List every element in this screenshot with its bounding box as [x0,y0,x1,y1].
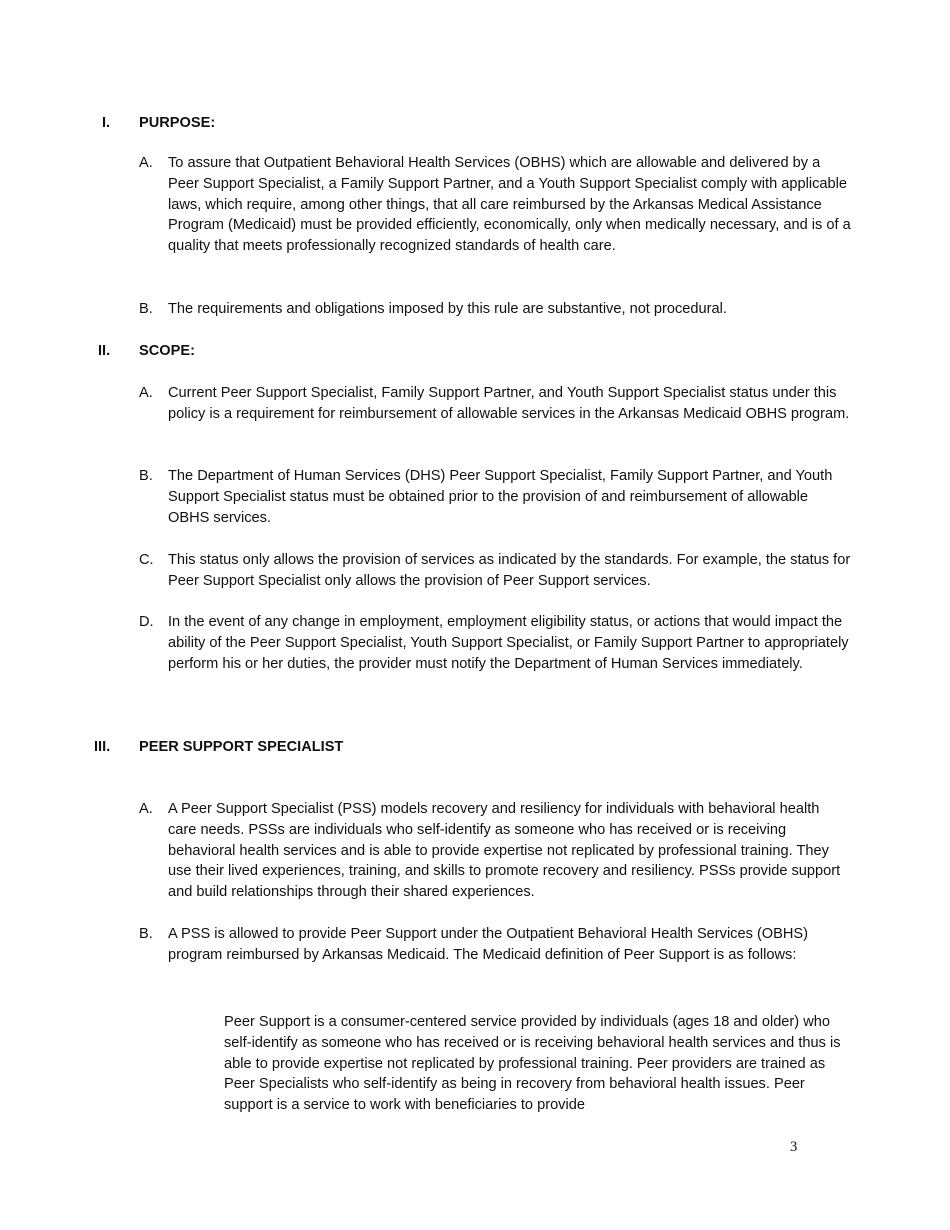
list-item [139,299,851,320]
item-letter: B. [139,301,153,317]
item-letter: A. [139,801,153,817]
section-title: SCOPE: [139,343,195,359]
section-numeral: II. [98,343,111,359]
item-text: This status only allows the provision of services as indicated by the standards. For example, the status for Peer Support Specialist only allows the provision of Peer Support services. [168,552,851,589]
list-item [139,550,851,592]
item-text: A PSS is allowed to provide Peer Support under the Outpatient Behavioral Health Services (OBHS) program reimbursed by Arkansas Medicaid. The Medicaid definition of Peer Support is as follows: [168,926,809,963]
item-letter: D. [139,614,154,630]
item-text: The Department of Human Services (DHS) Peer Support Specialist, Family Support Partner, and Youth Support Specialist status must be obtained prior to the provision of and reimbursement of allowable OBHS services. [168,468,833,526]
list-item [139,153,851,257]
list-item [139,924,851,966]
item-text: The requirements and obligations imposed by this rule are substantive, not procedural. [168,301,727,317]
item-letter: A. [139,155,153,171]
section-numeral: I. [102,115,111,131]
item-letter: B. [139,926,153,942]
item-text: In the event of any change in employment, employment eligibility status, or actions that would impact the ability of the Peer Support Specialist, Youth Support Specialist, or Family Support Partner to appropriately perform his or her duties, the provider must notify the Department of Human Services immediately. [168,614,849,672]
section-numeral: III. [94,739,111,755]
item-letter: C. [139,552,154,568]
item-text: To assure that Outpatient Behavioral Health Services (OBHS) which are allowable and delivered by a Peer Support Specialist, a Family Support Partner, and a Youth Support Specialist comply with applicable laws, which require, among other things, that all care reimbursed by the Arkansas Medical Assistance Program (Medicaid) must be provided efficiently, economically, only when medically necessary, and is of a quality that meets professionally recognized standards of health care. [168,155,851,255]
quoted-definition: Peer Support is a consumer-centered service provided by individuals (ages 18 and older) who self-identify as someone who has received or is receiving behavioral health services and thus is able to provide expertise not replicated by professional training. Peer providers are trained as Peer Specialists who self-identify as being in recovery from behavioral health issues. Peer support is a service to work with beneficiaries to provide [224,1014,841,1114]
page-number: 3 [790,1139,798,1155]
section-title: PURPOSE: [139,115,216,131]
list-item [139,799,851,903]
list-item [139,383,851,425]
list-item [139,466,851,528]
section-title: PEER SUPPORT SPECIALIST [139,739,344,755]
list-item [139,612,851,674]
item-text: A Peer Support Specialist (PSS) models recovery and resiliency for individuals with behavioral health care needs. PSSs are individuals who self-identify as someone who has received or is receiving behavioral health services and is able to provide expertise not replicated by professional training. They use their lived experiences, training, and skills to promote recovery and resiliency. PSSs provide support and build relationships through their shared experiences. [168,801,841,901]
item-text: Current Peer Support Specialist, Family Support Partner, and Youth Support Specialist status under this policy is a requirement for reimbursement of allowable services in the Arkansas Medicaid OBHS program. [168,385,850,422]
item-letter: A. [139,385,153,401]
item-letter: B. [139,468,153,484]
